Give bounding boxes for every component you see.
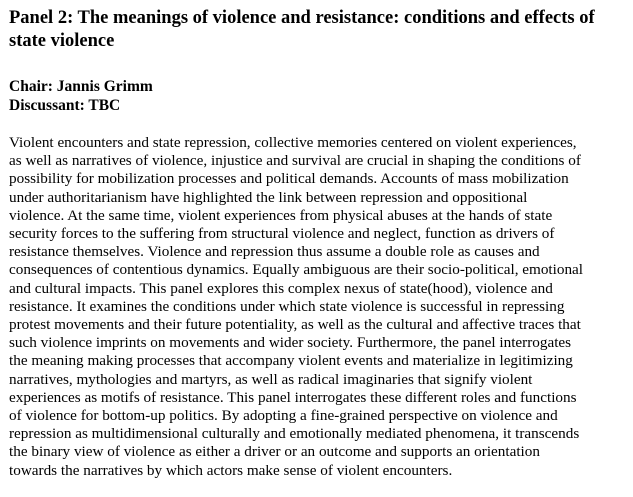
document-page xyxy=(9,7,629,480)
abstract-line: experiences as motifs of resistance. This panel interrogates these different roles and functions xyxy=(9,388,577,406)
panel-title xyxy=(9,7,621,53)
abstract-line: towards the narratives by which actors make sense of violent encounters. xyxy=(9,461,453,479)
abstract-line: security forces to the suffering from structural violence and neglect, function as drivers of xyxy=(9,225,555,243)
abstract-line: of violence for bottom-up politics. By adopting a fine-grained perspective on violence and xyxy=(9,407,558,425)
chair-label: Chair: Jannis Grimm xyxy=(9,78,153,95)
panel-title-line-2: state violence xyxy=(9,31,115,51)
abstract-line: the meaning making processes that accompany violent events and materialize in legitimizing xyxy=(9,352,573,370)
abstract-line: consequences of contentious dynamics. Equally ambiguous are their socio-political, emotional xyxy=(9,261,584,279)
abstract-line: the binary view of violence as either a driver or an outcome and supports an orientation xyxy=(9,443,540,461)
panel-title-line-1: Panel 2: The meanings of violence and resistance: conditions and effects of xyxy=(9,8,595,28)
abstract-line: resistance themselves. Violence and repression thus assume a double role as causes and xyxy=(9,243,540,261)
abstract-line: Violent encounters and state repression, collective memories centered on violent experiences, xyxy=(9,134,577,151)
abstract-line: and cultural impacts. This panel explores this complex nexus of state(hood), violence and xyxy=(9,279,553,297)
discussant-label: Discussant: TBC xyxy=(9,97,121,114)
abstract-line: under authoritarianism have highlighted the link between repression and oppositional xyxy=(9,188,528,206)
abstract-paragraph xyxy=(9,134,631,480)
abstract-line: protest movements and their future potentiality, as well as the cultural and affective traces that xyxy=(9,316,581,334)
abstract-line: resistance. It examines the conditions under which state violence is successful in repressing xyxy=(9,297,565,315)
abstract-line: possibility for mobilization processes and political demands. Accounts of mass mobilization xyxy=(9,170,569,188)
abstract-line: repression as multidimensional culturally and emotionally mediated phenomena, it transcends xyxy=(9,425,580,443)
abstract-line: violence. At the same time, violent experiences from physical abuses at the hands of state xyxy=(9,206,553,224)
abstract-line: as well as narratives of violence, injustice and survival are crucial in shaping the conditions of xyxy=(9,152,581,170)
abstract-line: such violence imprints on movements and wider society. Furthermore, the panel interrogates xyxy=(9,334,572,352)
abstract-line: narratives, mythologies and martyrs, as well as radical imaginaries that signify violent xyxy=(9,370,533,388)
panel-meta xyxy=(9,77,629,115)
